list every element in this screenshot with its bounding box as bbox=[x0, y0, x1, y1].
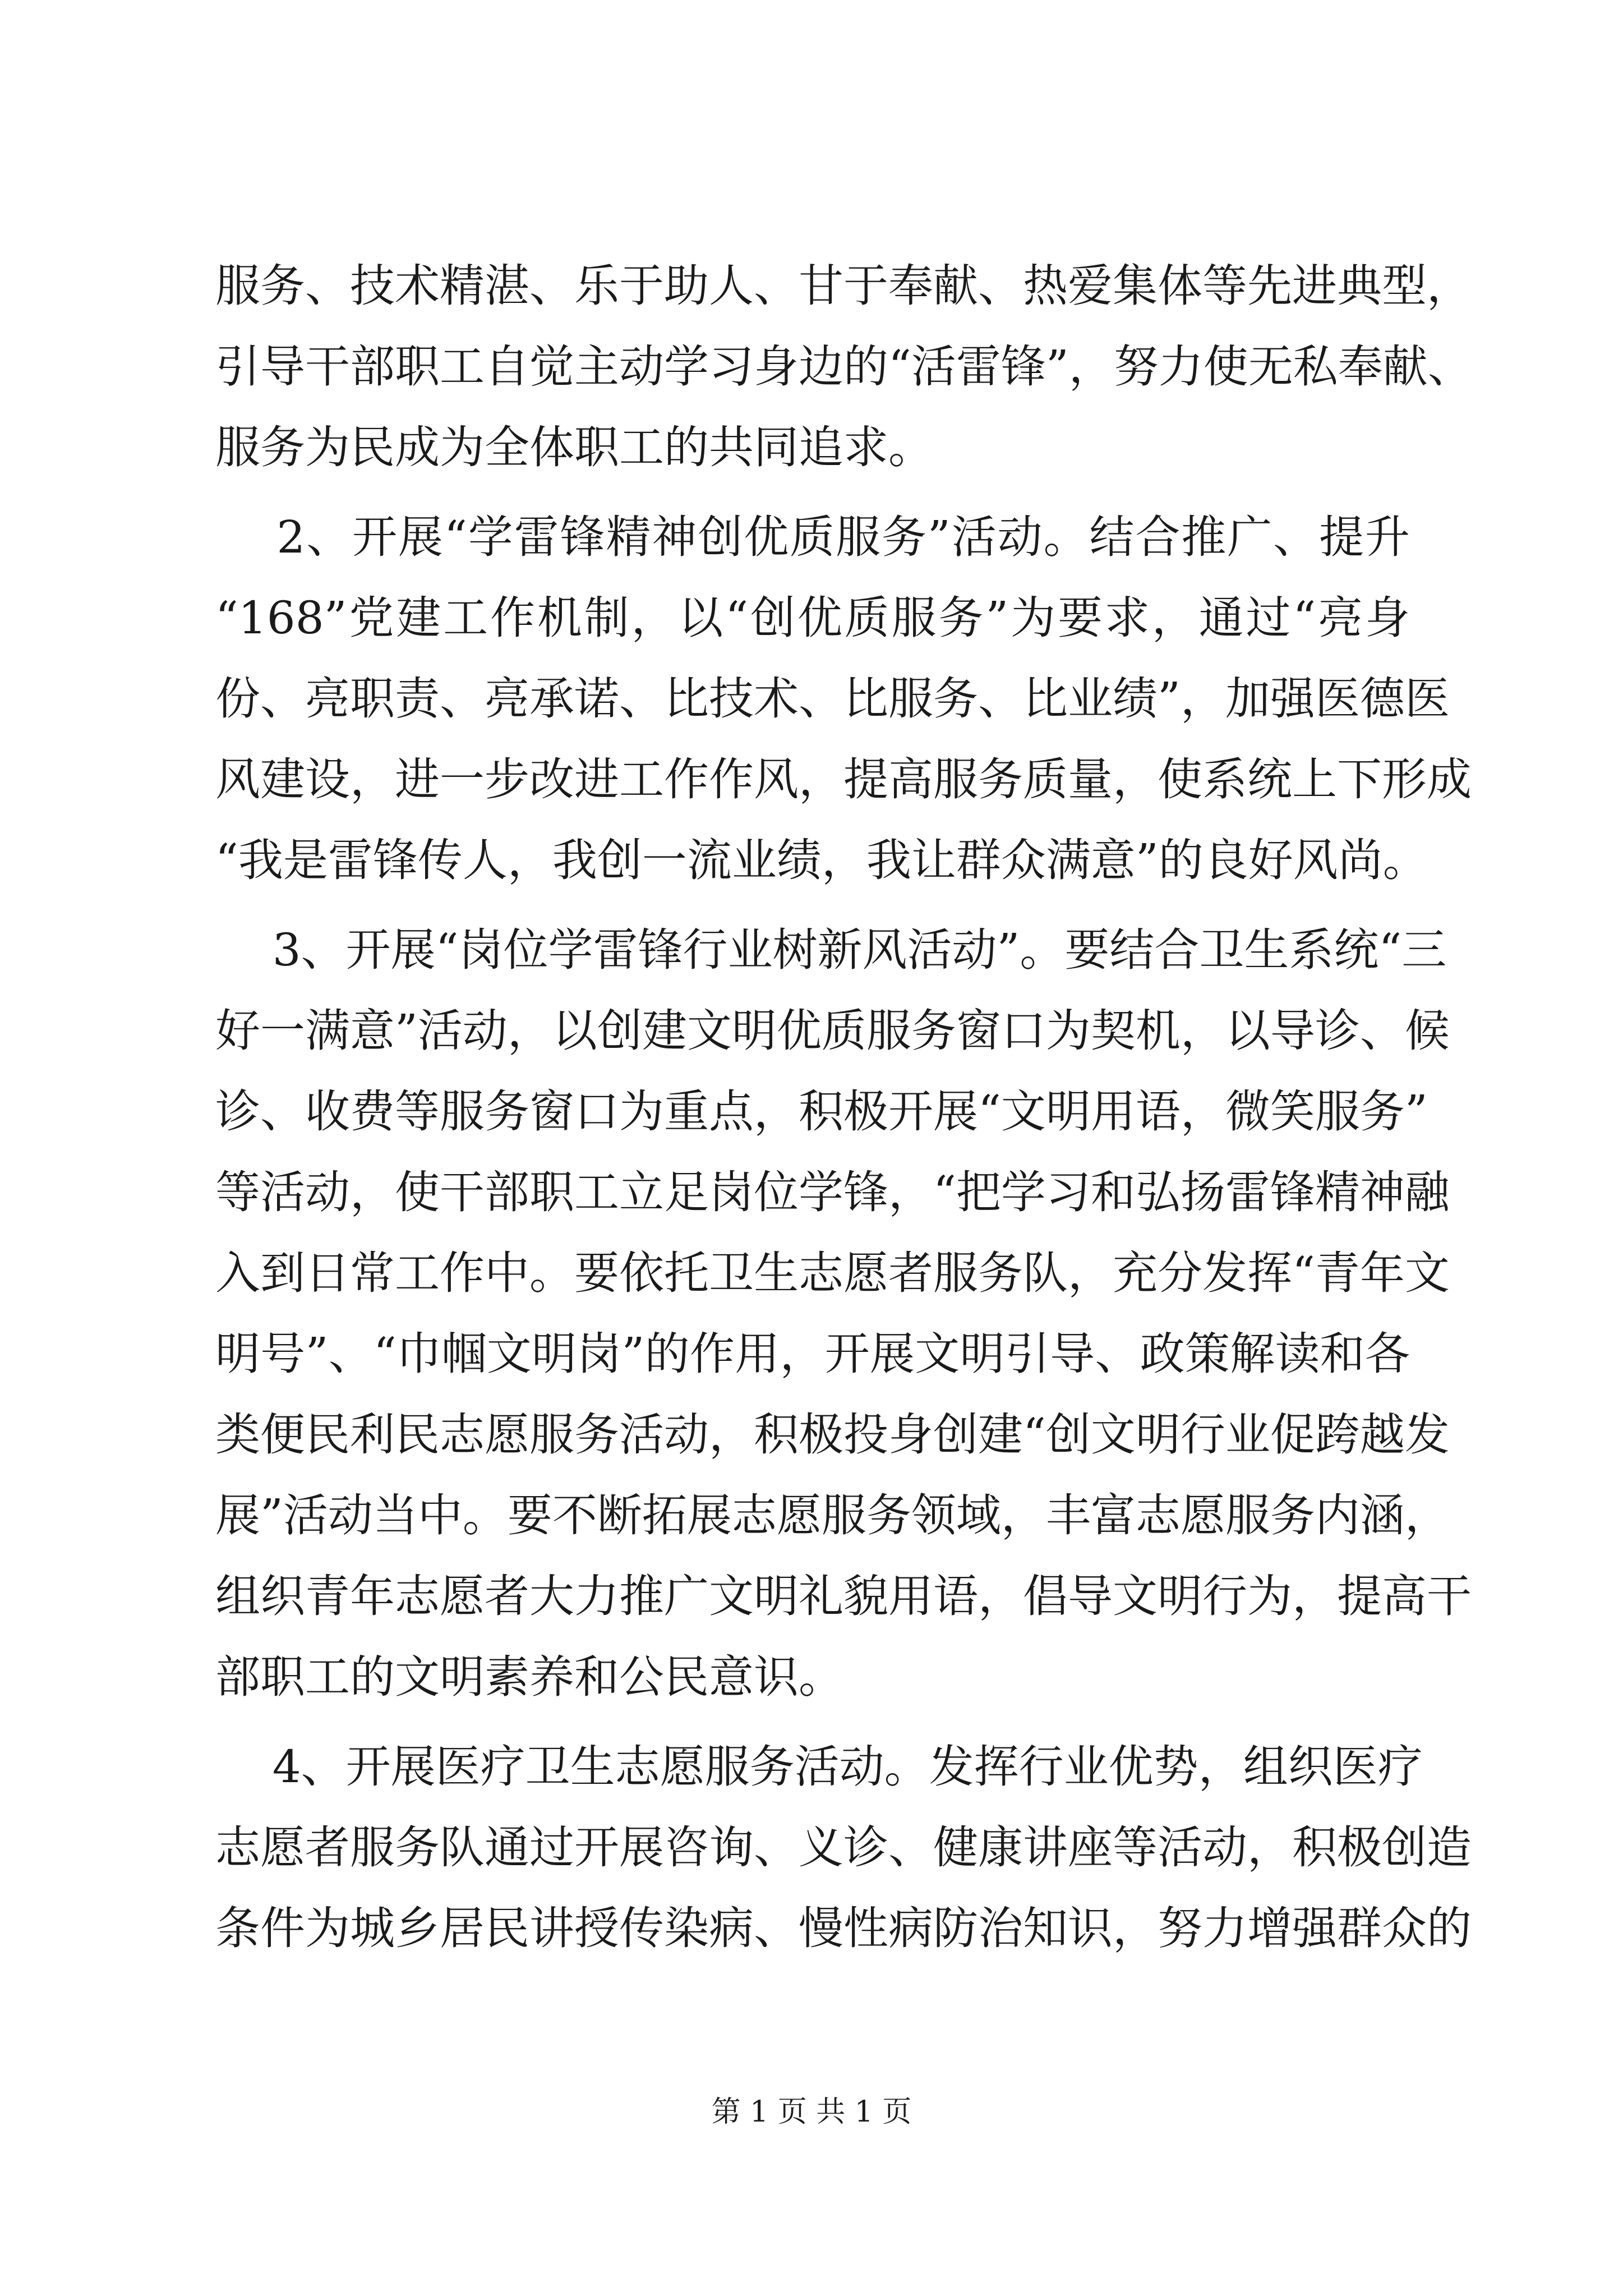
text-line: 组织青年志愿者大力推广文明礼貌用语，倡导文明行为，提高干 bbox=[215, 1570, 1472, 1622]
text-line: 3、开展“岗位学雷锋行业树新风活动”。要结合卫生系统“三 bbox=[215, 924, 1447, 976]
text-line: 入到日常工作中。要依托卫生志愿者服务队，充分发挥“青年文 bbox=[215, 1247, 1450, 1299]
paragraph-2 bbox=[215, 497, 1472, 901]
paragraph-1 bbox=[215, 246, 1473, 488]
text-line: 服务、技术精湛、乐于助人、甘于奉献、热爱集体等先进典型， bbox=[215, 260, 1472, 312]
text-line: 条件为城乡居民讲授传染病、慢性病防治知识，努力增强群众的 bbox=[215, 1902, 1472, 1954]
text-line: 明号”、“巾帼文明岗”的作用，开展文明引导、政策解读和各 bbox=[215, 1328, 1410, 1380]
paragraph-3 bbox=[215, 910, 1472, 1718]
text-line: 等活动，使干部职工立足岗位学锋，“把学习和弘扬雷锋精神融 bbox=[215, 1166, 1450, 1218]
text-line: 类便民利民志愿服务活动，积极投身创建“创文明行业促跨越发 bbox=[215, 1409, 1450, 1461]
text-line: 诊、收费等服务窗口为重点，积极开展“文明用语，微笑服务” bbox=[215, 1085, 1428, 1138]
paragraph-4 bbox=[215, 1727, 1472, 1969]
text-line: 志愿者服务队通过开展咨询、义诊、健康讲座等活动，积极创造 bbox=[215, 1821, 1472, 1874]
text-line: 风建设，进一步改进工作作风，提高服务质量，使系统上下形成 bbox=[215, 753, 1472, 806]
text-line: 服务为民成为全体职工的共同追求。 bbox=[215, 421, 933, 473]
text-line: 4、开展医疗卫生志愿服务活动。发挥行业优势，组织医疗 bbox=[215, 1741, 1423, 1793]
text-line: “我是雷锋传人，我创一流业绩，我让群众满意”的良好风尚。 bbox=[215, 834, 1428, 886]
text-line: 引导干部职工自觉主动学习身边的“活雷锋”，努力使无私奉献、 bbox=[215, 341, 1473, 393]
text-line: 部职工的文明素养和公民意识。 bbox=[215, 1651, 843, 1703]
text-line: 2、开展“学雷锋精神创优质服务”活动。结合推广、提升 bbox=[215, 511, 1410, 563]
page-footer: 第 1 页 共 1 页 bbox=[711, 2095, 912, 2129]
text-line: 份、亮职责、亮承诺、比技术、比服务、比业绩”，加强医德医 bbox=[215, 673, 1450, 725]
text-line: 好一满意”活动，以创建文明优质服务窗口为契机，以导诊、候 bbox=[215, 1005, 1450, 1057]
text-line: “168”党建工作机制，以“创优质服务”为要求，通过“亮身 bbox=[215, 592, 1410, 644]
text-line: 展”活动当中。要不断拓展志愿服务领域，丰富志愿服务内涵， bbox=[215, 1489, 1450, 1542]
document-body bbox=[215, 246, 1473, 1969]
